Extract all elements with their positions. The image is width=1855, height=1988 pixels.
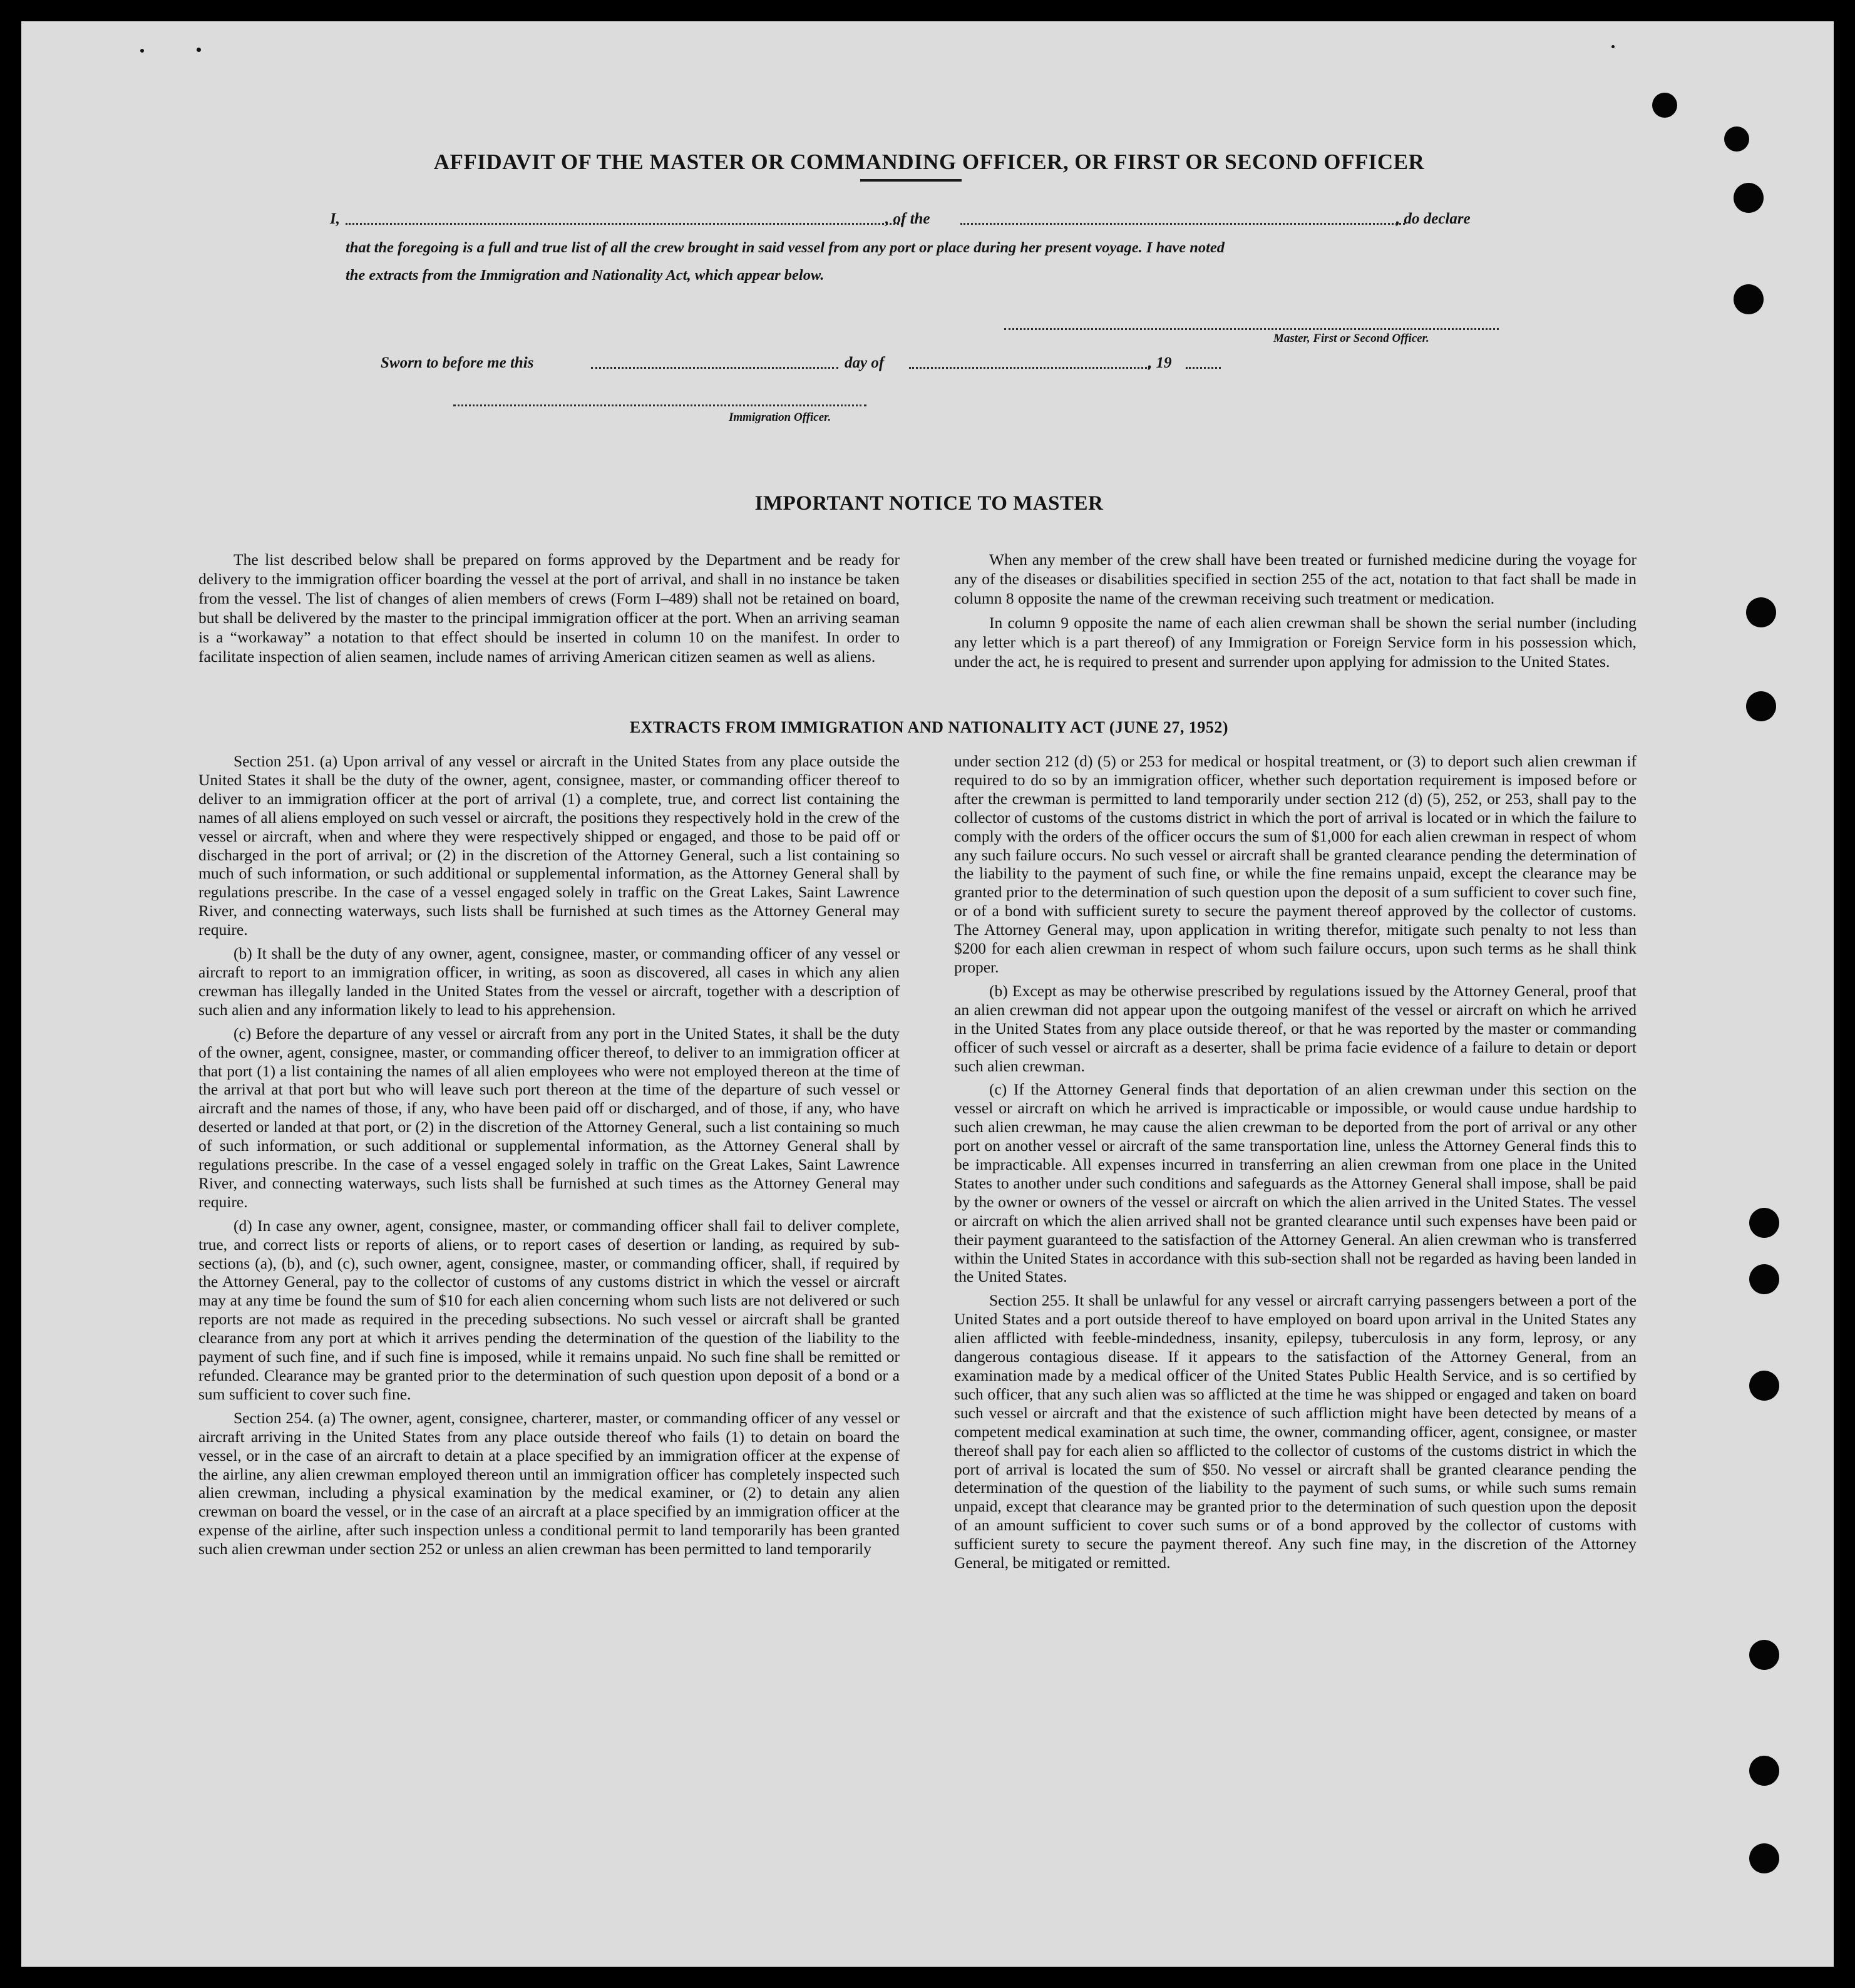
section-254a-continued: under section 212 (d) (5) or 253 for medical or hospital treatment, or (3) to deport such alien crewman if required to do so by an immigration officer, whether such deportation requirement is imposed before or after the crewman is permitted to land temporarily under section 212 (d) (5), 252, or 253, shall pay to the collector of customs of the customs district in which the port of arrival is located or in which the failure to comply with the orders of the officer occurs the sum of $1,000 for each alien crewman in respect of whom any such failure occurs. No such vessel or aircraft shall be granted clearance pending the determination of the liability to the payment of such fine, or while the fine remains unpaid, except the clearance may be granted prior to the determination of such question upon the deposit of a sum sufficient to cover such fine, or of a bond with sufficient surety to secure the payment thereof approved by the collector of customs. The Attorney General may, upon application in writing therefor, mitigate such penalty to not less than $200 for each alien crewman in respect of whom such failure occurs, upon such terms as he shall think proper.: [954, 752, 1637, 976]
notice-title: IMPORTANT NOTICE TO MASTER: [754, 492, 1104, 515]
declaration-line-2: the extracts from the Immigration and Nationality Act, which appear below.: [346, 267, 825, 284]
scan-speck: [140, 49, 144, 53]
sworn-month-blank[interactable]: [909, 367, 1150, 369]
punch-hole: [1746, 691, 1776, 721]
notice-right-paragraph-1: When any member of the crew shall have been treated or furnished medicine during the voyage for any of the diseases or disabilities specified in section 255 of the act, notation to that fact shall be made in column 8 opposite the name of the crewman receiving such treatment or medication.: [954, 550, 1637, 607]
punch-hole: [1749, 1208, 1779, 1238]
day-of-label: day of: [845, 354, 885, 371]
extracts-left-column: [198, 752, 900, 1563]
of-the-label: , of the: [885, 210, 930, 227]
sworn-label: Sworn to before me this: [381, 354, 534, 371]
document-page: [21, 21, 1834, 1967]
do-declare-label: , do declare: [1396, 210, 1471, 227]
vessel-blank-line[interactable]: [960, 223, 1405, 225]
section-251d: (d) In case any owner, agent, consignee, master, or commanding officer shall fail to deliver complete, true, and correct lists or reports of aliens, or to report cases of desertion or landing, as required by sub-sections (a), (b), and (c), such owner, agent, consignee, master, or commanding officer, shall, if required by the Attorney General, pay to the collector of customs of any customs district in which the vessel or aircraft may at any time be found the sum of $10 for each alien concerning whom such lists are not delivered or such reports are not made as required in the preceding subsections. No such vessel or aircraft shall be granted clearance from any port at which it arrives pending the determination of the question of the liability to the payment of such fine, and if such fine is imposed, while it remains unpaid. No such fine shall be remitted or refunded. Clearance may be granted prior to the determination of such question upon deposit of a bond or a sum sufficient to cover such fine.: [198, 1216, 900, 1403]
officer-signature-line[interactable]: [453, 404, 866, 406]
declare-i-label: I,: [330, 210, 340, 227]
section-254b: (b) Except as may be otherwise prescribed by regulations issued by the Attorney General, proof that an alien crewman did not appear upon the outgoing manifest of the vessel or aircraft on which he arrived in the United States from any place outside thereof, or that he was reported by the master or commanding officer of such vessel or aircraft as a deserter, shall be prima facie evidence of a failure to detain or deport such alien crewman.: [954, 981, 1637, 1075]
scan-speck: [1611, 45, 1615, 48]
master-signature-caption: Master, First or Second Officer.: [1273, 332, 1429, 345]
title-underline: [860, 179, 962, 182]
master-signature-line[interactable]: [1004, 328, 1499, 330]
section-254c: (c) If the Attorney General finds that deportation of an alien crewman under this section on the vessel or aircraft on which he arrived is impracticable or impossible, or would cause undue hardship to such alien crewman, he may cause the alien crewman to be deported from the port of arrival or any other port on another vessel or aircraft of the same transportation line, unless the Attorney General finds this to be impracticable. All expenses incurred in transferring an alien crewman from one place in the United States to another under such conditions and safeguards as the Attorney General shall impose, shall be paid by the owner or owners of the vessel or aircraft on which the alien arrived in the United States. The vessel or aircraft on which the alien arrived shall not be granted clearance until such expenses have been paid or their payment guaranteed to the satisfaction of the Attorney General. An alien crewman who is transferred within the United States in accordance with this sub-section shall not be regarded as having been landed in the United States.: [954, 1080, 1637, 1286]
punch-hole: [1746, 597, 1776, 627]
notice-right-column: [954, 550, 1637, 676]
section-255: Section 255. It shall be unlawful for any vessel or aircraft carrying passengers between a port of the United States and a port outside thereof to have employed on board upon arrival in the United States any alien afflicted with feeble-mindedness, insanity, epilepsy, tuberculosis in any form, leprosy, or any dangerous contagious disease. If it appears to the satisfaction of the Attorney General, from an examination made by a medical officer of the United States Public Health Service, and is so certified by such officer, that any such alien was so afflicted at the time he was shipped or engaged and taken on board such vessel or aircraft and that the existence of such affliction might have been detected by means of a competent medical examination at such time, the owner, commanding officer, agent, consignee, or master thereof shall pay for each alien so afflicted to the collector of customs of the customs district in which the port of arrival is located the sum of $50. No vessel or aircraft shall be granted clearance pending the determination of the question of the liability to the payment of such sums, or while such sums remain unpaid, except that clearance may be granted prior to the determination of such question upon the deposit of an amount sufficient to cover such sums or of a bond approved by the collector of customs with sufficient surety to secure the payment thereof. Any such fine may, in the discretion of the Attorney General, be mitigated or remitted.: [954, 1291, 1637, 1572]
sworn-day-blank[interactable]: [591, 367, 838, 369]
punch-hole: [1749, 1371, 1779, 1401]
punch-hole: [1749, 1756, 1779, 1786]
year-label: , 19: [1148, 354, 1172, 371]
declaration-line-1: that the foregoing is a full and true list of all the crew brought in said vessel from any port or place during her present voyage. I have noted: [346, 239, 1225, 256]
punch-hole: [1652, 93, 1677, 118]
punch-hole: [1749, 1640, 1779, 1670]
punch-hole: [1734, 284, 1764, 314]
punch-hole: [1724, 126, 1749, 152]
section-254a: Section 254. (a) The owner, agent, consignee, charterer, master, or commanding officer of any vessel or aircraft arriving in the United States from any place outside thereof who fails (1) to detain on board the vessel, or in the case of an aircraft to detain at a place specified by an immigration officer at the expense of the airline, any alien crewman employed thereon until an immigration officer has completely inspected such alien crewman, including a physical examination by the medical examiner, or (2) to detain any alien crewman on board the vessel, or in the case of an aircraft at a place specified by an immigration officer at the expense of the airline, after such inspection unless a conditional permit to land temporarily has been granted such alien crewman under section 252 or unless an alien crewman has been permitted to land temporarily: [198, 1408, 900, 1558]
extracts-right-column: [954, 752, 1637, 1577]
affidavit-title: AFFIDAVIT OF THE MASTER OR COMMANDING OFFICER, OR FIRST OR SECOND OFFICER: [433, 150, 1425, 174]
sworn-year-blank[interactable]: [1186, 367, 1221, 369]
section-251a: Section 251. (a) Upon arrival of any vessel or aircraft in the United States from any place outside the United States it shall be the duty of the owner, agent, consignee, master, or commanding officer thereof to deliver to an immigration officer at the port of arrival (1) a complete, true, and correct list containing the names of all aliens employed on such vessel or aircraft, the positions they respectively hold in the crew of the vessel or aircraft, when and where they were respectively shipped or engaged, and those to be paid off or discharged in the port of arrival; or (2) in the discretion of the Attorney General, such a list containing so much of such information, or such additional or supplemental information, as the Attorney General shall by regulations prescribe. In the case of a vessel engaged solely in traffic on the Great Lakes, Saint Lawrence River, and connecting waterways, such lists shall be furnished at such times as the Attorney General may require.: [198, 752, 900, 939]
notice-left-column: [198, 550, 900, 671]
name-blank-line[interactable]: [346, 223, 903, 225]
scan-speck: [197, 48, 201, 52]
section-251c: (c) Before the departure of any vessel or aircraft from any port in the United States, it shall be the duty of the owner, agent, consignee, master, or commanding officer thereof, to deliver to an immigration officer at that port (1) a list containing the names of all alien employees who were not employed thereon at the time of the arrival at that port but who will leave such port thereon at the time of the departure of such vessel or aircraft and the names of those, if any, who have been paid off or discharged, and of those, if any, who have deserted or landed at that port, or (2) in the discretion of the Attorney General, such a list containing so much of such information, or such additional or supplemental information, as the Attorney General shall by regulations prescribe. In the case of a vessel engaged solely in traffic on the Great Lakes, Saint Lawrence River, and connecting waterways, such lists shall be furnished at such times as the Attorney General may require.: [198, 1024, 900, 1211]
punch-hole: [1749, 1843, 1779, 1873]
extracts-title: EXTRACTS FROM IMMIGRATION AND NATIONALITY ACT (JUNE 27, 1952): [629, 718, 1229, 736]
section-251b: (b) It shall be the duty of any owner, agent, consignee, master, or commanding officer of any vessel or aircraft to report to an immigration officer, in writing, as soon as discovered, all cases in which any alien crewman has illegally landed in the United States from the vessel or aircraft, together with a description of such alien and any information likely to lead to his apprehension.: [198, 944, 900, 1019]
officer-signature-caption: Immigration Officer.: [729, 411, 831, 424]
punch-hole: [1749, 1264, 1779, 1294]
punch-hole: [1734, 183, 1764, 213]
notice-right-paragraph-2: In column 9 opposite the name of each alien crewman shall be shown the serial number (including any letter which is a part thereof) of any Immigration or Foreign Service form in his possession which, under the act, he is required to present and surrender upon applying for admission to the United States.: [954, 614, 1637, 671]
notice-left-paragraph: The list described below shall be prepared on forms approved by the Department and be ready for delivery to the immigration officer boarding the vessel at the port of arrival, and shall in no instance be taken from the vessel. The list of changes of alien members of crews (Form I–489) shall not be retained on board, but shall be delivered by the master to the principal immigration officer at the port. When an arriving seaman is a “workaway” a notation to that effect should be inserted in column 10 on the manifest. In order to facilitate inspection of alien seamen, include names of arriving American citizen seamen as well as aliens.: [198, 550, 900, 666]
